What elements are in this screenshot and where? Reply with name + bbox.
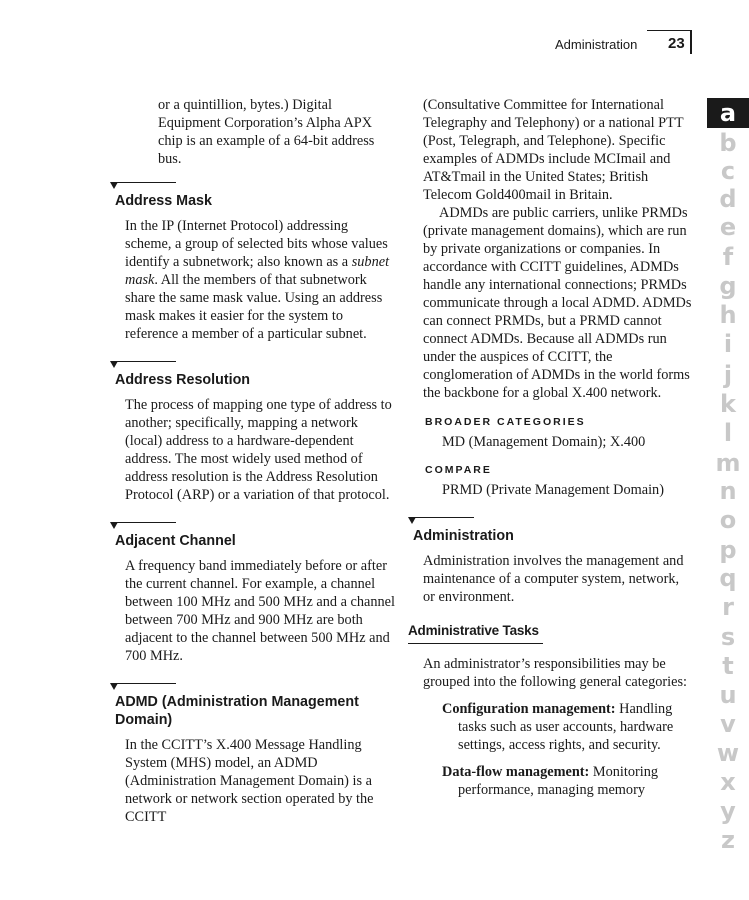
heading-rule xyxy=(114,182,176,183)
compare-label: COMPARE xyxy=(425,464,492,476)
alphabet-letter-v[interactable]: v xyxy=(720,710,736,738)
heading-rule xyxy=(114,683,176,684)
alphabet-letter-u[interactable]: u xyxy=(719,681,737,709)
alphabet-letter-a[interactable]: a xyxy=(719,99,737,127)
alphabet-letter-e[interactable]: e xyxy=(719,213,737,241)
entry-term: Address Resolution xyxy=(115,372,251,388)
alphabet-letter-c[interactable]: c xyxy=(720,157,736,185)
continuation-text: or a quintillion, bytes.) Digital Equipment Corporation’s Alpha APX chip is an example of a 64-bit address bus. xyxy=(158,97,375,167)
entry-heading-address-mask xyxy=(110,176,395,210)
heading-rule xyxy=(114,361,176,362)
alphabet-letter-s[interactable]: s xyxy=(720,623,736,651)
entry-heading-address-resolution xyxy=(110,355,395,389)
alphabet-letter-q[interactable]: q xyxy=(719,564,737,592)
alphabet-letter-i[interactable]: i xyxy=(723,330,733,358)
alphabet-letter-w[interactable]: w xyxy=(716,739,740,767)
heading-rule xyxy=(412,517,474,518)
entry-term: Address Mask xyxy=(115,193,212,209)
alphabet-letter-l[interactable]: l xyxy=(723,419,733,447)
definition-item xyxy=(442,763,694,799)
entry-term: ADMD (Administration Management Domain) xyxy=(115,694,359,728)
entry-body-admd: In the CCITT’s X.400 Message Handling System (MHS) model, an ADMD (Administration Management Domain) is a network or network section operated by the CCITT xyxy=(125,737,374,825)
subsection-intro: An administrator’s responsibilities may be grouped into the following general categories: xyxy=(423,656,688,690)
body-text-part: In the IP (Internet Protocol) addressing scheme, a group of selected bits whose values identify a subnetwork; also known as a xyxy=(125,218,388,270)
alphabet-letter-h[interactable]: h xyxy=(719,301,737,329)
alphabet-letter-z[interactable]: z xyxy=(721,826,735,854)
page-number: 23 xyxy=(668,35,685,52)
alphabet-letter-t[interactable]: t xyxy=(722,652,734,680)
running-header-title: Administration xyxy=(555,37,638,52)
alphabet-letter-g[interactable]: g xyxy=(719,272,737,300)
definition-text: Monitoring performance, managing memory xyxy=(458,764,659,798)
alphabet-letter-m[interactable]: m xyxy=(715,449,741,477)
definition-label: Configuration management: xyxy=(442,701,616,717)
triangle-marker-icon xyxy=(110,182,118,189)
header-rule-horizontal xyxy=(647,30,692,31)
alphabet-letter-p[interactable]: p xyxy=(719,536,737,564)
alphabet-letter-x[interactable]: x xyxy=(720,768,736,796)
definition-item xyxy=(442,700,694,754)
entry-body-administration: Administration involves the management and maintenance of a computer system, network, or environment. xyxy=(423,553,684,605)
right-column xyxy=(408,96,694,808)
subsection-title: Administrative Tasks xyxy=(408,622,543,644)
triangle-marker-icon xyxy=(110,361,118,368)
entry-heading-adjacent-channel xyxy=(110,516,395,550)
entry-term: Administration xyxy=(413,528,514,544)
definition-text: Handling tasks such as user accounts, hardware settings, access rights, and security. xyxy=(458,701,674,753)
alphabet-letter-r[interactable]: r xyxy=(722,593,734,621)
entry-body-address-resolution: The process of mapping one type of address to another; specifically, mapping a network (local) address to a hardware-dependent address. The most widely used method of address resolution is the Address Resolution Protocol (ARP) or a variation of that protocol. xyxy=(125,397,392,503)
alphabet-letter-d[interactable]: d xyxy=(719,185,737,213)
entry-heading-admd xyxy=(110,677,395,729)
continuation-text: ADMDs are public carriers, unlike PRMDs (private management domains), which are run by private organizations or companies. In accordance with CCITT guidelines, ADMDs handle any international connections; PRMDs communicate through a local ADMD. ADMDs can connect PRMDs, but a PRMD cannot connect ADMDs. Because all ADMDs run under the auspices of CCITT, the conglomeration of ADMDs in the world forms the backbone for a global X.400 network. xyxy=(423,205,692,401)
alphabet-letter-n[interactable]: n xyxy=(719,477,737,505)
broader-categories-label: BROADER CATEGORIES xyxy=(425,416,586,428)
triangle-marker-icon xyxy=(110,683,118,690)
alphabet-letter-j[interactable]: j xyxy=(723,361,733,389)
compare-value: PRMD (Private Management Domain) xyxy=(442,482,664,498)
broader-categories-value: MD (Management Domain); X.400 xyxy=(442,434,646,450)
triangle-marker-icon xyxy=(110,522,118,529)
entry-body-adjacent-channel: A frequency band immediately before or after the current channel. For example, a channel between 100 MHz and 500 MHz and a channel between 700 MHz and 900 MHz are both adjacent to the channel between 500 MHz and 700 MHz. xyxy=(125,558,395,664)
left-column xyxy=(110,96,395,826)
entry-heading-administration xyxy=(408,511,694,545)
definition-label: Data-flow management: xyxy=(442,764,590,780)
alphabet-letter-y[interactable]: y xyxy=(720,797,736,825)
entry-body-address-mask xyxy=(110,217,395,343)
continuation-text: (Consultative Committee for International Telegraphy and Telephony) or a national PTT (Post, Telegraph, and Telephone). Specific examples of ADMDs include MCImail and AT&Tmail in the United States; British Telecom Gold400mail in Britain. xyxy=(423,97,684,203)
alphabet-letter-b[interactable]: b xyxy=(719,129,737,157)
emphasized-term: subnet mask xyxy=(125,254,390,288)
alphabet-letter-f[interactable]: f xyxy=(722,243,734,271)
body-text-part: . All the members of that subnetwork share the same mask value. Using an address mask makes it easier for the system to reference a member of a particular subnet. xyxy=(125,272,383,342)
alphabet-letter-o[interactable]: o xyxy=(719,506,737,534)
triangle-marker-icon xyxy=(408,517,416,524)
heading-rule xyxy=(114,522,176,523)
header-rule-vertical xyxy=(690,30,692,54)
entry-term: Adjacent Channel xyxy=(115,533,236,549)
alphabet-letter-k[interactable]: k xyxy=(720,390,736,418)
